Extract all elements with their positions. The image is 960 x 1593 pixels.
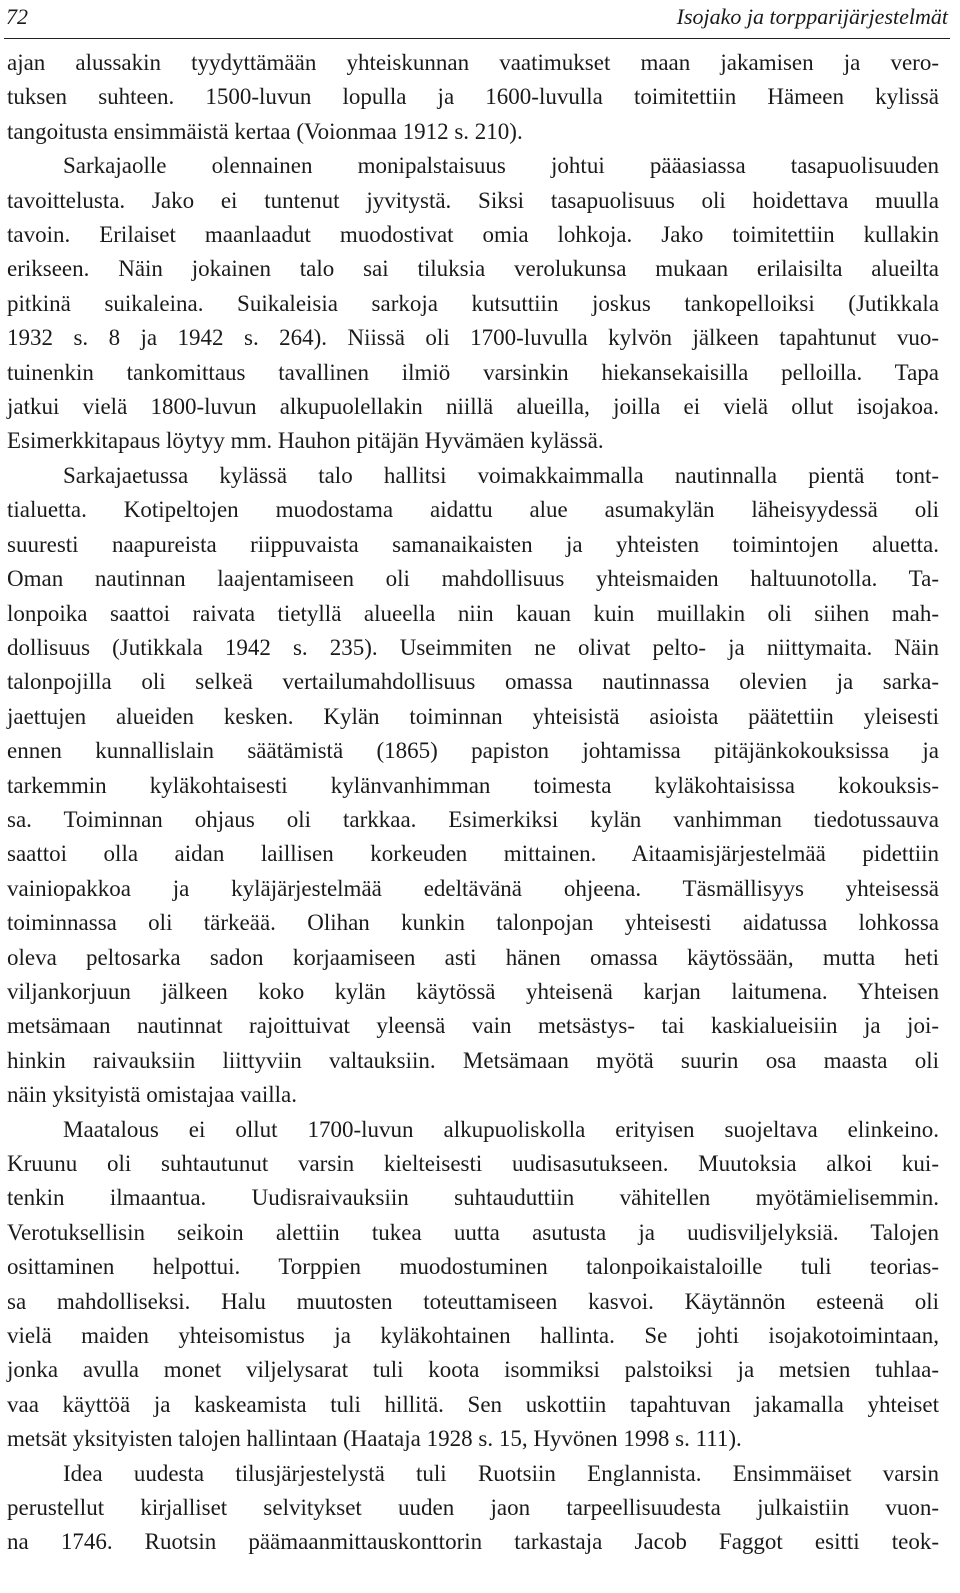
text-line: dollisuus (Jutikkala 1942 s. 235). Useimmiten ne olivat pelto- ja niittymaita. Näin <box>7 634 939 660</box>
text-line: Esimerkkitapaus löytyy mm. Hauhon pitäjän Hyvämäen kylässä. <box>7 428 604 454</box>
text-line: Sarkajaetussa kylässä talo hallitsi voimakkaimmalla nautinnalla pientä tont- <box>63 462 939 488</box>
text-line: tangoitusta ensimmäistä kertaa (Voionmaa 1912 s. 210). <box>7 118 523 144</box>
text-line: näin yksityistä omistajaa vailla. <box>7 1082 297 1108</box>
text-line: sa mahdolliseksi. Halu muutosten toteuttamiseen kasvoi. Käytännön esteenä oli <box>7 1288 939 1314</box>
running-title: Isojako ja torpparijärjestelmät <box>676 4 948 29</box>
text-line: Kruunu oli suhtautunut varsin kielteisesti uudisasutukseen. Muutoksia alkoi kui- <box>7 1151 939 1176</box>
page-number: 72 <box>6 4 28 29</box>
text-line: toiminnassa oli tärkeää. Olihan kunkin talonpojan yhteisesti aidatussa lohkossa <box>7 910 939 936</box>
text-line: suuresti naapureista riippuvaista samanaikaisten ja yhteisten toimintojen aluetta. <box>7 531 939 557</box>
text-line: oleva peltosarka sadon korjaamiseen asti hänen omassa käytössään, mutta heti <box>7 944 939 970</box>
text-line: jonka avulla monet viljelysarat tuli koota isommiksi palstoiksi ja metsien tuhlaa- <box>7 1357 939 1383</box>
text-line: saattoi olla aidan laillisen korkeuden mittainen. Aitaamisjärjestelmää pidettiin <box>7 841 939 867</box>
text-line: jaettujen alueiden kesken. Kylän toiminnan yhteisistä asioista päätettiin yleisesti <box>7 703 939 729</box>
text-line: tuinenkin tankomittaus tavallinen ilmiö varsinkin hiekansekaisilla pelloilla. Tapa <box>7 359 939 385</box>
text-line: vielä maiden yhteisomistus ja kyläkohtainen hallinta. Se johti isojakotoimintaan, <box>7 1323 939 1349</box>
text-line: erikseen. Näin jokainen talo sai tiluksia verolukunsa mukaan erilaisilta alueilta <box>7 256 939 282</box>
text-line: osittaminen helpottui. Torppien muodostuminen talonpoikaistaloille tuli teorias- <box>7 1254 939 1280</box>
text-line: talonpojilla oli selkeä vertailumahdollisuus omassa nautinnassa olevien ja sarka- <box>7 669 939 695</box>
text-line: hinkin raivauksiin liittyviin valtauksiin. Metsämaan myötä suurin osa maasta oli <box>7 1047 939 1073</box>
text-line: lonpoika saattoi raivata tietyllä alueella niin kauan kuin muillakin oli siihen mah- <box>7 600 939 626</box>
text-line: perustellut kirjalliset selvitykset uuden jaon tarpeellisuudesta julkaistiin vuon- <box>7 1495 939 1521</box>
text-line: tuksen suhteen. 1500-luvun lopulla ja 1600-luvulla toimitettiin Hämeen kylissä <box>7 84 939 110</box>
text-line: ajan alussakin tyydyttämään yhteiskunnan vaatimukset maan jakamisen ja vero- <box>7 50 939 75</box>
text-line: sa. Toiminnan ohjaus oli tarkkaa. Esimerkiksi kylän vanhimman tiedotussauva <box>7 806 939 832</box>
page-header <box>6 2 948 32</box>
text-line: metsämaan nautinnat rajoittuivat yleensä vain metsästys- tai kaskialueisiin ja joi- <box>7 1013 939 1039</box>
text-line: tarkemmin kyläkohtaisesti kylänvanhimman toimesta kyläkohtaisissa kokouksis- <box>7 772 939 798</box>
text-line: Maatalous ei ollut 1700-luvun alkupuoliskolla erityisen suojeltava elinkeino. <box>63 1116 939 1142</box>
text-line: tenkin ilmaantua. Uudisraivauksiin suhtauduttiin vähitellen myötämielisemmin. <box>7 1185 939 1211</box>
text-line: vainiopakkoa ja kyläjärjestelmää edeltävänä ohjeena. Täsmällisyys yhteisessä <box>7 875 939 901</box>
text-line: tialuetta. Kotipeltojen muodostama aidattu alue asumakylän läheisyydessä oli <box>7 497 939 523</box>
text-line: ennen kunnallislain säätämistä (1865) papiston johtamissa pitäjänkokouksissa ja <box>7 738 939 764</box>
text-line: Sarkajaolle olennainen monipalstaisuus johtui pääasiassa tasapuolisuuden <box>63 153 939 179</box>
text-line: na 1746. Ruotsin päämaanmittauskonttorin tarkastaja Jacob Faggot esitti teok- <box>7 1529 939 1555</box>
text-line: 1932 s. 8 ja 1942 s. 264). Niissä oli 1700-luvulla kylvön jälkeen tapahtunut vuo- <box>7 325 939 351</box>
text-line: Verotuksellisin seikoin alettiin tukea uutta asutusta ja uudisviljelyksiä. Talojen <box>7 1219 939 1245</box>
text-line: viljankorjuun jälkeen koko kylän käytössä yhteisenä karjan laitumena. Yhteisen <box>7 978 939 1004</box>
text-line: pitkinä suikaleina. Suikaleisia sarkoja kutsuttiin joskus tankopelloiksi (Jutikkala <box>7 290 939 316</box>
header-rule <box>4 38 950 39</box>
text-line: vaa käyttöä ja kaskeamista tuli hillitä. Sen uskottiin tapahtuvan jakamalla yhteiset <box>7 1391 939 1417</box>
body-text <box>7 46 939 1560</box>
text-line: tavoittelusta. Jako ei tuntenut jyvitystä. Siksi tasapuolisuus oli hoidettava muulla <box>7 187 939 213</box>
text-line: Idea uudesta tilusjärjestelystä tuli Ruotsiin Englannista. Ensimmäiset varsin <box>63 1460 939 1486</box>
text-line: jatkui vielä 1800-luvun alkupuolellakin niillä alueilla, joilla ei vielä ollut isojakoa. <box>7 394 939 420</box>
text-line: metsät yksityisten talojen hallintaan (Haataja 1928 s. 15, Hyvönen 1998 s. 111). <box>7 1426 742 1452</box>
text-line: tavoin. Erilaiset maanlaadut muodostivat omia lohkoja. Jako toimitettiin kullakin <box>7 222 939 248</box>
text-line: Oman nautinnan laajentamiseen oli mahdollisuus yhteismaiden haltuunotolla. Ta- <box>7 566 939 592</box>
